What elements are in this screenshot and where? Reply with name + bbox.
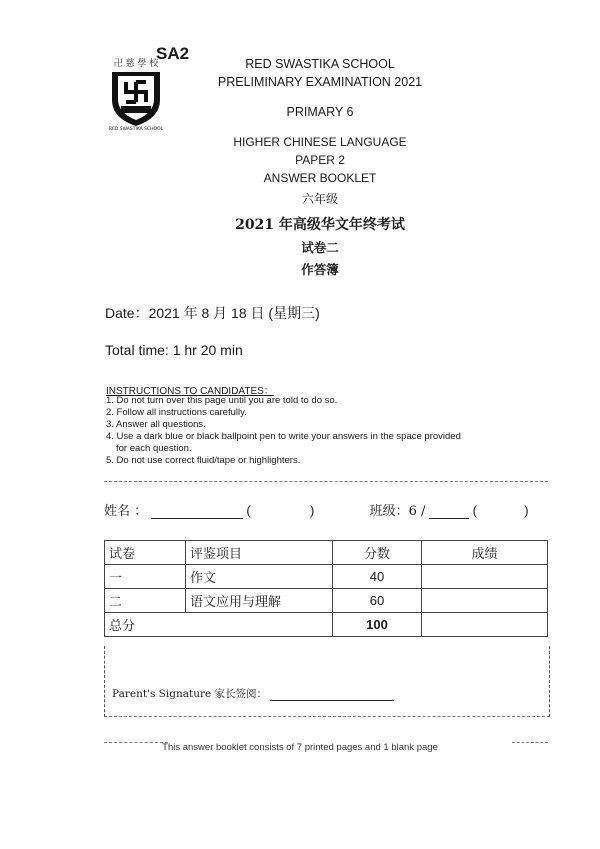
class-index-close-paren: ) <box>524 503 529 518</box>
level: PRIMARY 6 <box>286 105 354 119</box>
table-total-row <box>105 613 548 637</box>
row-paper: 二 <box>105 589 186 613</box>
signature-label: Parent's Signature 家长签阅： <box>112 688 268 700</box>
row-score-cell[interactable] <box>422 589 548 613</box>
total-time: Total time: 1 hr 20 min <box>105 342 243 358</box>
school-name: RED SWASTIKA SCHOOL <box>245 57 395 71</box>
signature-row <box>112 686 394 701</box>
exam-name: PRELIMINARY EXAMINATION 2021 <box>217 75 423 89</box>
index-open-paren: ( <box>246 503 251 518</box>
name-field[interactable] <box>151 504 243 519</box>
instruction-item: 4. Use a dark blue or black ballpoint pen to write your answers in the space provided <box>106 431 461 442</box>
total-label: 总分 <box>105 613 333 637</box>
class-index-open-paren: ( <box>472 503 477 518</box>
row-score-cell[interactable] <box>422 565 548 589</box>
row-marks: 60 <box>333 589 422 613</box>
svg-text:卍 慈 學 校: 卍 慈 學 校 <box>113 59 159 69</box>
school-header-block <box>150 55 490 187</box>
score-table <box>104 540 548 637</box>
cn-grade: 六年级 <box>301 192 338 206</box>
cn-title: 2021 年高级华文年终考试 <box>235 217 405 233</box>
table-row <box>105 565 548 589</box>
name-label: 姓名 ： <box>104 504 148 519</box>
total-marks: 100 <box>333 613 422 637</box>
total-score-cell[interactable] <box>422 613 548 637</box>
booklet: ANSWER BOOKLET <box>263 171 377 185</box>
signature-box <box>104 646 550 717</box>
subject: HIGHER CHINESE LANGUAGE <box>233 135 407 149</box>
instruction-item: 1. Do not turn over this page until you are told to do so. <box>106 395 338 406</box>
svg-text:RED SWASTIKA SCHOOL: RED SWASTIKA SCHOOL <box>108 127 164 132</box>
exam-date: Date：2021 年 8 月 18 日 (星期三) <box>105 305 320 321</box>
class-label: 班级：6 / <box>369 504 426 519</box>
header-item: 评鉴项目 <box>186 541 333 565</box>
row-marks: 40 <box>333 565 422 589</box>
divider <box>104 481 548 482</box>
table-row <box>105 589 548 613</box>
instruction-item: 3. Answer all questions. <box>106 419 206 430</box>
sa2-tag: SA2 <box>156 44 190 63</box>
student-info-row <box>104 500 554 519</box>
row-paper: 一 <box>105 565 186 589</box>
class-field[interactable] <box>429 504 469 519</box>
header-marks: 分数 <box>333 541 422 565</box>
instruction-item: 2. Follow all instructions carefully. <box>106 407 247 418</box>
row-item: 语文应用与理解 <box>186 589 333 613</box>
cn-paper: 试卷二 <box>301 240 339 255</box>
instruction-item: 5. Do not use correct fluid/tape or highlighters. <box>106 455 301 466</box>
header-paper: 试卷 <box>105 541 186 565</box>
row-item: 作文 <box>186 565 333 589</box>
header-score: 成绩 <box>422 541 548 565</box>
index-close-paren: ) <box>309 503 315 518</box>
instructions-list <box>106 395 546 467</box>
footer-note: This answer booklet consists of 7 printed pages and 1 blank page <box>162 742 438 753</box>
instructions-title: INSTRUCTIONS TO CANDIDATES： <box>106 386 274 397</box>
table-header-row <box>105 541 548 565</box>
paper: PAPER 2 <box>295 153 345 167</box>
signature-field[interactable] <box>270 688 394 701</box>
instruction-item: for each question. <box>116 443 192 454</box>
cn-booklet: 作答簿 <box>301 262 339 277</box>
